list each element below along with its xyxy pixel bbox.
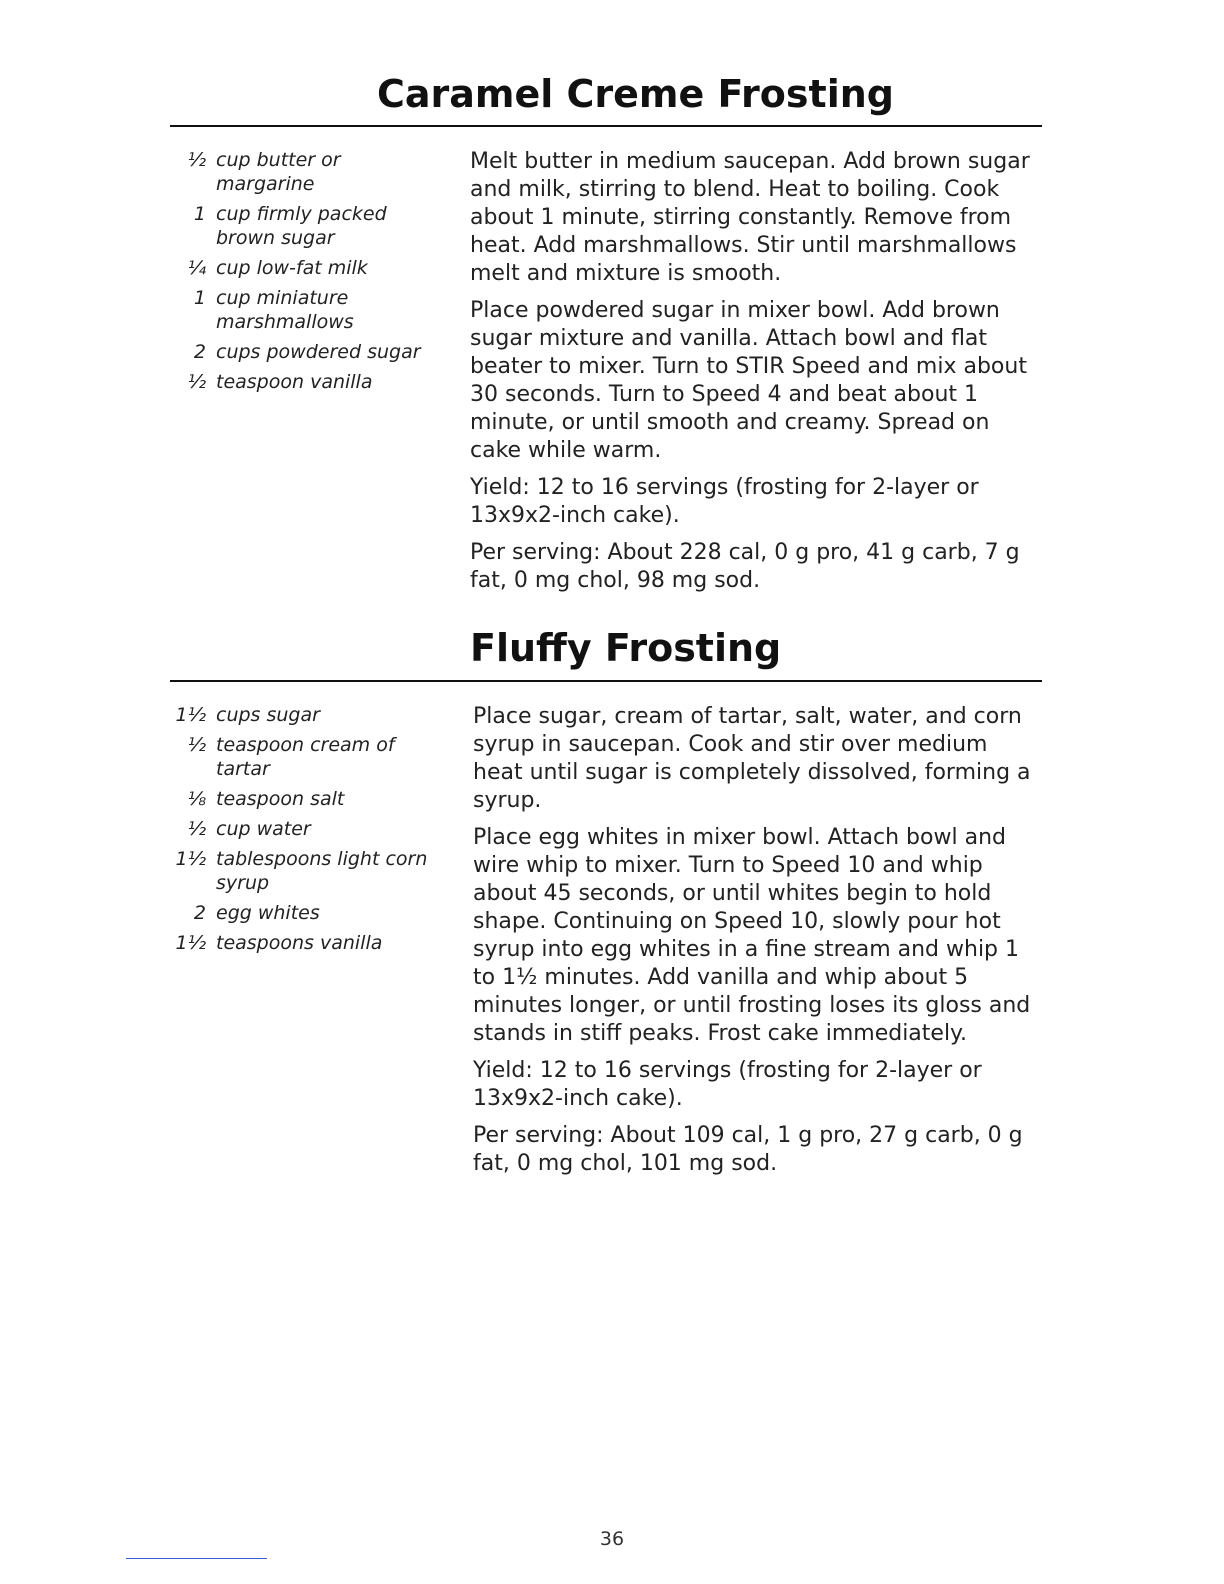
ingredient-item: 1½ tablespoons light corn syrup bbox=[175, 848, 428, 894]
ingredient-item: ½ cup butter or margarine bbox=[187, 149, 341, 195]
ingredient-item: ½ teaspoon cream of tartar bbox=[187, 734, 395, 780]
title-rule bbox=[170, 680, 1042, 682]
ingredient-item: ½ cup water bbox=[187, 818, 311, 840]
page-number: 36 bbox=[599, 1528, 625, 1550]
ingredient-item: 1½ cups sugar bbox=[175, 704, 320, 726]
nutrition-text: Per serving: About 228 cal, 0 g pro, 41 g carb, 7 g fat, 0 mg chol, 98 mg sod. bbox=[470, 540, 1020, 593]
ingredient-item: 2 cups powdered sugar bbox=[193, 341, 421, 363]
recipe-title-fluffy-frosting: Fluffy Frosting bbox=[470, 626, 782, 670]
ingredient-item: ½ teaspoon vanilla bbox=[187, 371, 373, 393]
nutrition-text: Per serving: About 109 cal, 1 g pro, 27 g carb, 0 g fat, 0 mg chol, 101 mg sod. bbox=[473, 1123, 1023, 1176]
direction-step: Melt butter in medium saucepan. Add brown sugar and milk, stirring to blend. Heat to boiling. Cook about 1 minute, stirring constantly. Remove from heat. Add marshmallows. Stir until marshmallows melt and mixture is smooth. bbox=[470, 149, 1030, 286]
ingredient-list bbox=[170, 148, 430, 400]
ingredient-item: ⅛ teaspoon salt bbox=[187, 788, 345, 810]
direction-step: Place egg whites in mixer bowl. Attach bowl and wire whip to mixer. Turn to Speed 10 and whip about 45 seconds, or until whites begin to hold shape. Continuing on Speed 10, slowly pour hot syrup into egg whites in a fine stream and whip 1 to 1½ minutes. Add vanilla and whip about 5 minutes longer, or until frosting loses its gloss and stands in stiff peaks. Frost cake immediately. bbox=[473, 825, 1031, 1046]
title-rule bbox=[170, 125, 1042, 127]
ingredient-list bbox=[170, 703, 440, 961]
ingredient-item: ¼ cup low-fat milk bbox=[187, 257, 368, 279]
direction-step: Place powdered sugar in mixer bowl. Add brown sugar mixture and vanilla. Attach bowl and flat beater to mixer. Turn to STIR Speed and mix about 30 seconds. Turn to Speed 4 and beat about 1 minute, or until smooth and creamy. Spread on cake while warm. bbox=[470, 298, 1027, 463]
scan-artifact-line bbox=[126, 1558, 267, 1559]
ingredient-item: 2 egg whites bbox=[193, 902, 320, 924]
recipe-title-caramel-creme-frosting: Caramel Creme Frosting bbox=[377, 72, 894, 116]
ingredient-item: 1 cup firmly packed brown sugar bbox=[193, 203, 387, 249]
direction-step: Place sugar, cream of tartar, salt, water, and corn syrup in saucepan. Cook and stir over medium heat until sugar is completely dissolved, forming a syrup. bbox=[473, 704, 1031, 813]
yield-text: Yield: 12 to 16 servings (frosting for 2-layer or 13x9x2-inch cake). bbox=[473, 1058, 982, 1111]
ingredient-item: 1½ teaspoons vanilla bbox=[175, 932, 383, 954]
directions bbox=[470, 148, 1038, 604]
ingredient-item: 1 cup miniature marshmallows bbox=[193, 287, 354, 333]
yield-text: Yield: 12 to 16 servings (frosting for 2-layer or 13x9x2-inch cake). bbox=[470, 475, 979, 528]
directions bbox=[473, 703, 1039, 1187]
